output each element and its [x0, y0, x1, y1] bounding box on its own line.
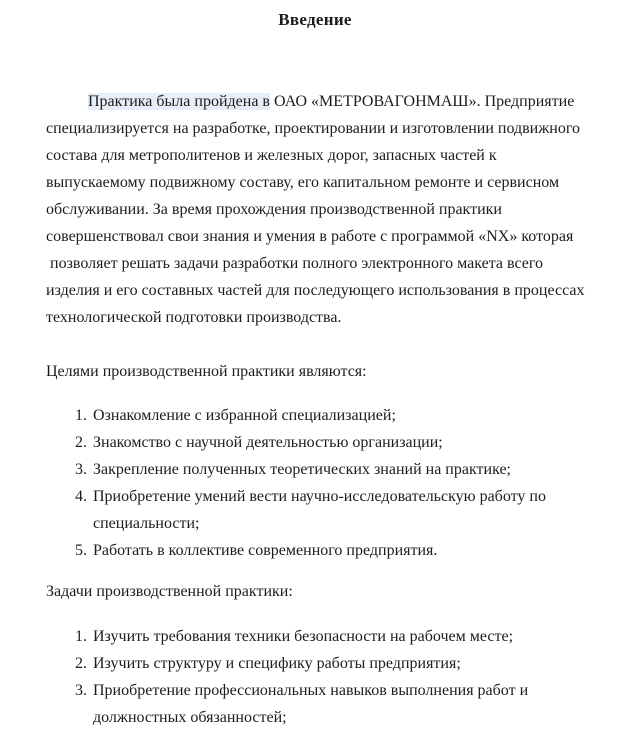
paragraph-line: позволяет решать задачи разработки полного электронного макета всего	[46, 255, 544, 272]
list-item-number: 4.	[75, 488, 87, 505]
list-item-number: 1.	[75, 628, 87, 645]
list-item-number: 1.	[75, 407, 87, 424]
document-content	[0, 88, 630, 731]
paragraph-line: технологической подготовки производства.	[46, 309, 342, 326]
paragraph-line: выпускаемому подвижному составу, его капитальном ремонте и сервисном	[46, 174, 560, 191]
list-item-text: Ознакомление с избранной специализацией;	[93, 407, 396, 424]
list-item	[46, 456, 600, 483]
paragraph-line-rest: ОАО «МЕТРОВАГОНМАШ». Предприятие	[269, 93, 575, 110]
highlighted-text: Практика была пройдена в	[88, 93, 270, 110]
list-item-text: Знакомство с научной деятельностью организации;	[93, 434, 443, 451]
list-item-text: Изучить структуру и специфику работы предприятия;	[93, 655, 461, 672]
list-item-text: Приобретение умений вести научно-исследовательскую работу по	[93, 488, 546, 505]
paragraph-line	[46, 88, 600, 115]
list-item	[46, 677, 600, 731]
list-item	[46, 483, 600, 537]
list-item	[46, 537, 600, 564]
list-item-text: должностных обязанностей;	[93, 709, 287, 726]
list-item	[46, 402, 600, 429]
list-item-text: специальности;	[93, 515, 200, 532]
paragraph-line: специализируется на разработке, проектировании и изготовлении подвижного	[46, 120, 581, 137]
goals-list	[46, 402, 600, 564]
list-item	[46, 623, 600, 650]
intro-paragraph	[46, 88, 600, 331]
list-item-number: 3.	[75, 461, 87, 478]
list-item-number: 5.	[75, 542, 87, 559]
list-item-number: 2.	[75, 655, 87, 672]
list-item-text: Приобретение профессиональных навыков выполнения работ и	[93, 682, 529, 699]
paragraph-line: обслуживании. За время прохождения производственной практики	[46, 201, 502, 218]
list-item	[46, 650, 600, 677]
list-item-number: 3.	[75, 682, 87, 699]
page-title: Введение	[278, 10, 352, 29]
list-item-number: 2.	[75, 434, 87, 451]
paragraph-line: состава для метрополитенов и железных дорог, запасных частей к	[46, 147, 497, 164]
tasks-heading: Задачи производственной практики:	[46, 583, 293, 600]
tasks-list	[46, 623, 600, 731]
list-item-text: Работать в коллективе современного предприятия.	[93, 542, 438, 559]
paragraph-line: совершенствовал свои знания и умения в работе с программой «NX» которая	[46, 228, 574, 245]
goals-heading: Целями производственной практики являются:	[46, 363, 367, 380]
list-item-text: Изучить требования техники безопасности на рабочем месте;	[93, 628, 514, 645]
list-item-text: Закрепление полученных теоретических знаний на практике;	[93, 461, 511, 478]
list-item	[46, 429, 600, 456]
paragraph-line: изделия и его составных частей для последующего использования в процессах	[46, 282, 585, 299]
